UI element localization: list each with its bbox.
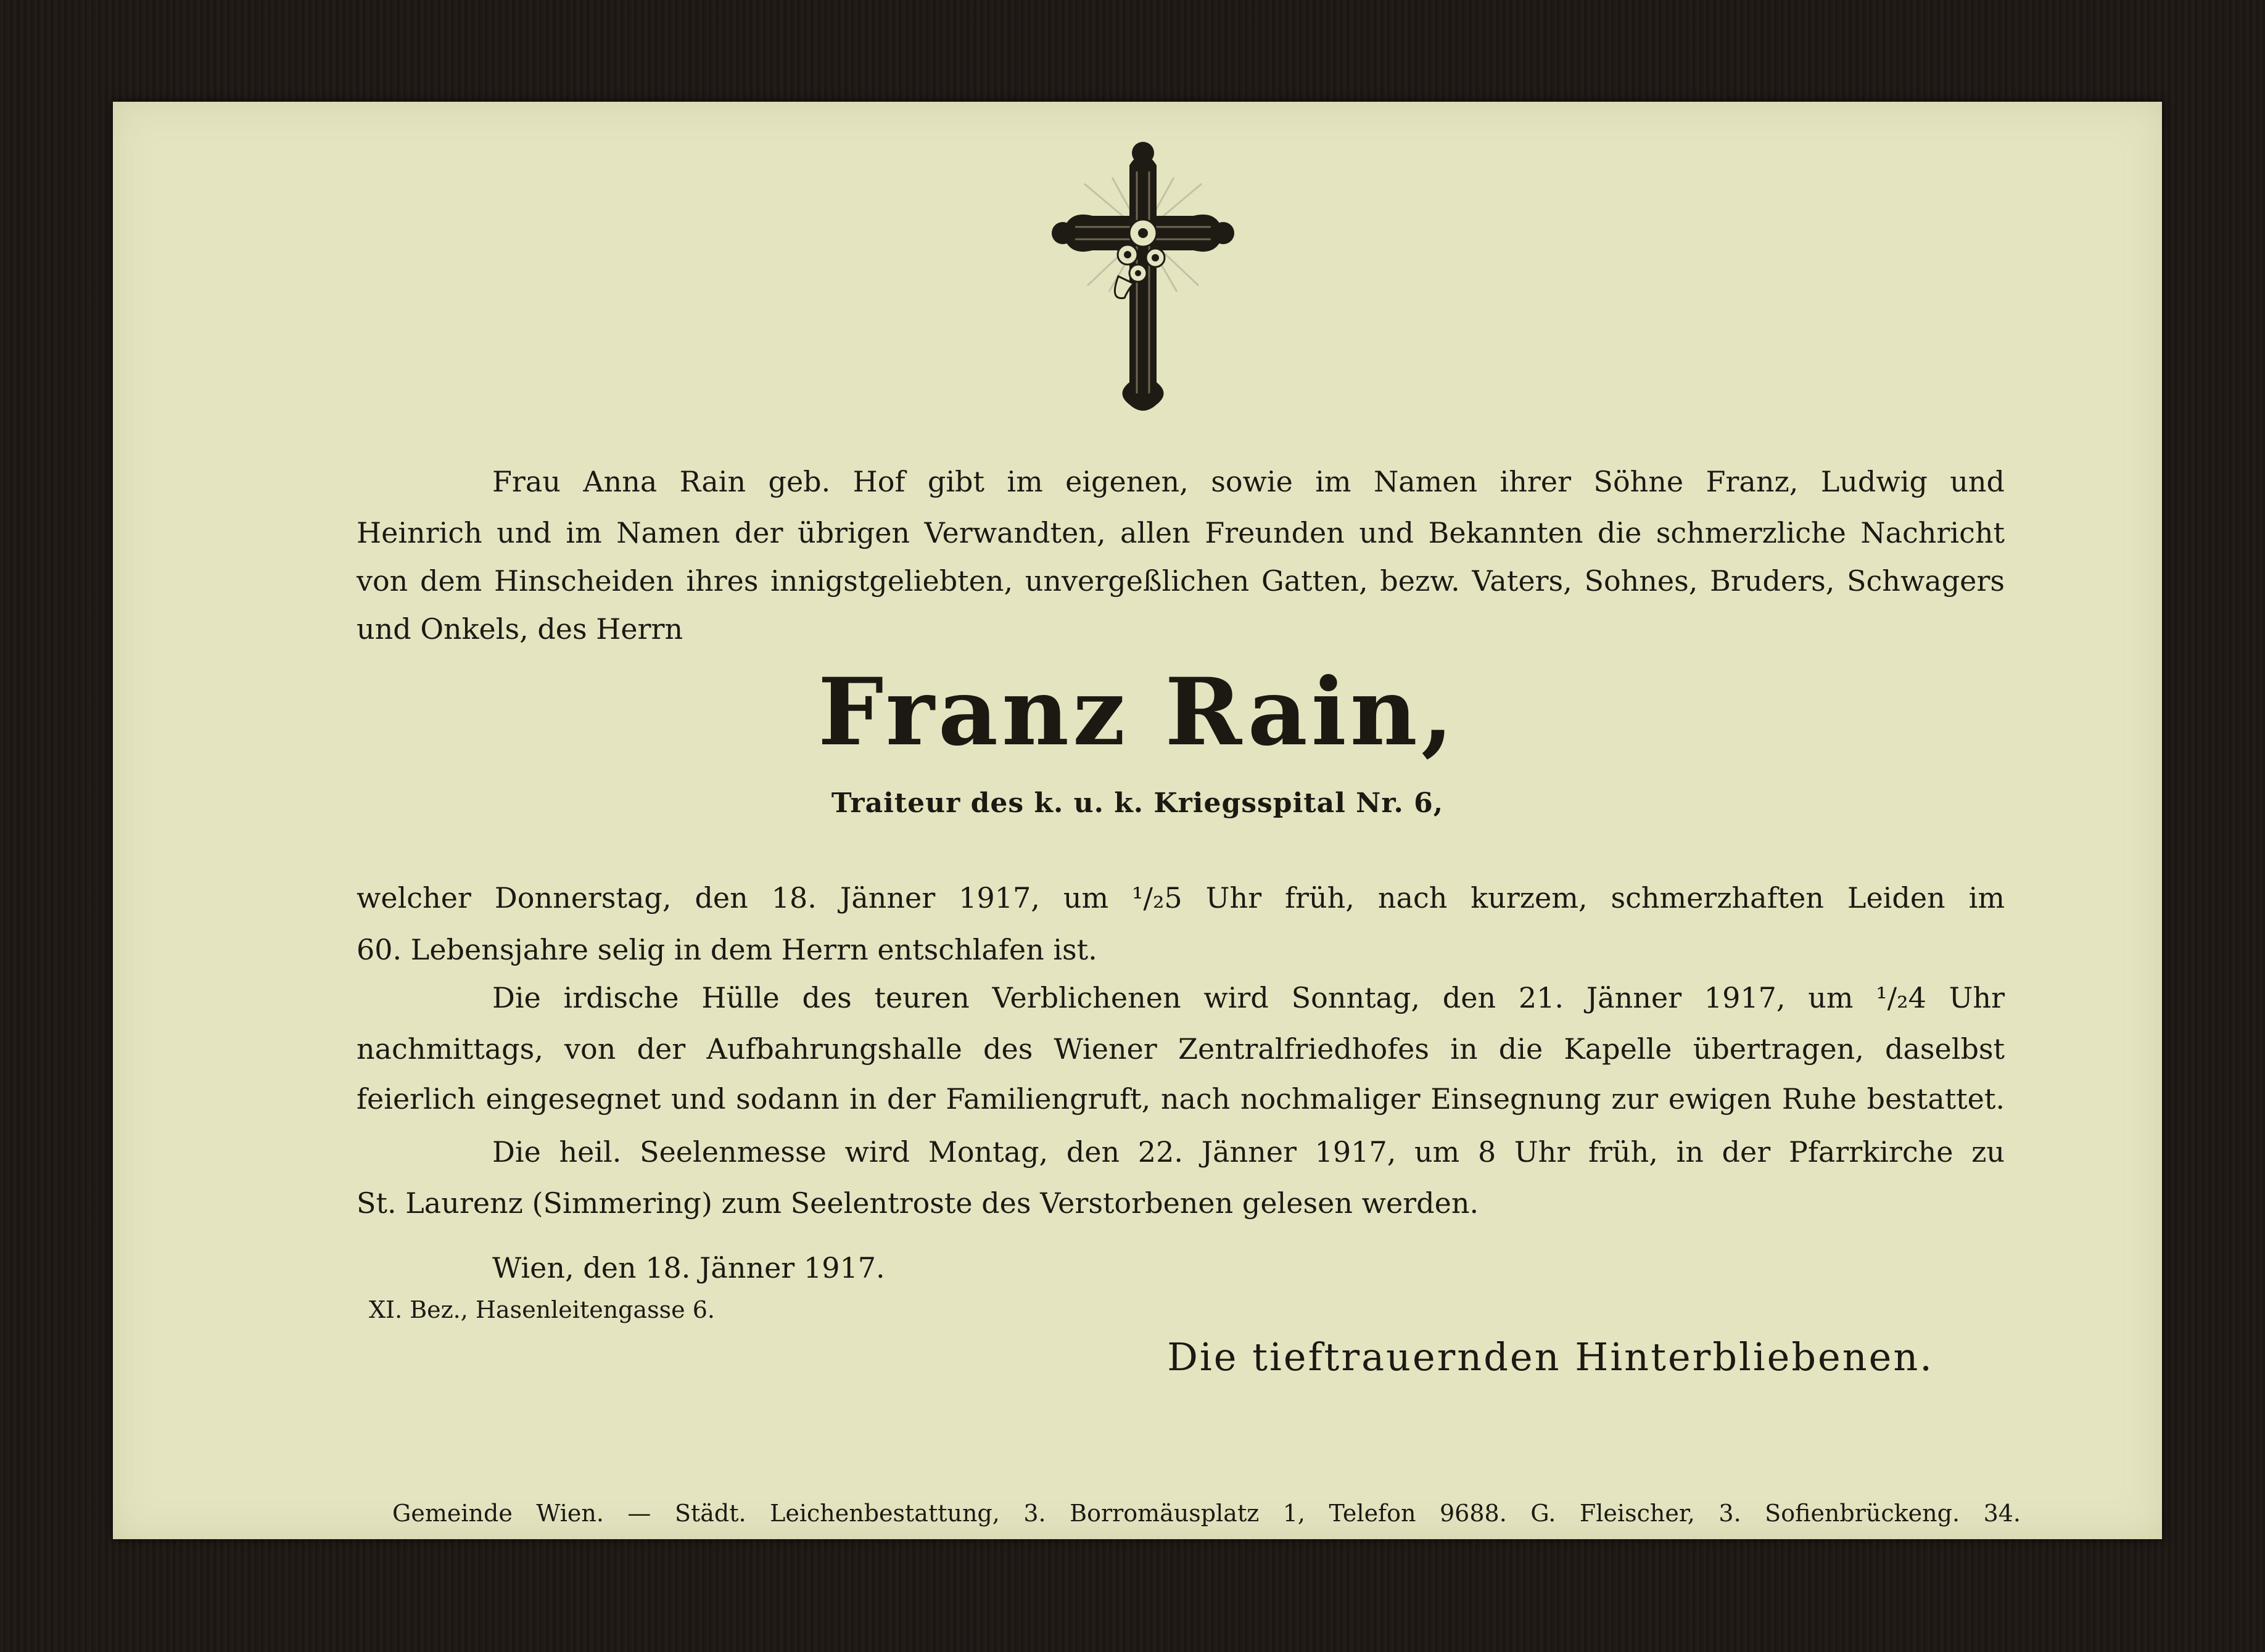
ornamental-cross-icon	[1050, 141, 1236, 418]
intro-line-2: Heinrich und im Namen der übrigen Verwandten, allen Freunden und Bekannten die schmerzliche Nachricht	[357, 516, 2005, 549]
body-line-2: 60. Lebensjahre selig in dem Herrn entschlafen ist.	[357, 933, 1097, 966]
body-line-1: welcher Donnerstag, den 18. Jänner 1917, um ¹/₂5 Uhr früh, nach kurzem, schmerzhaften Leiden im	[357, 881, 2005, 914]
body-line-5: feierlich eingesegnet und sodann in der Familiengruft, nach nochmaliger Einsegnung zur ewigen Ruhe bestattet.	[357, 1082, 2005, 1116]
intro-line-3: von dem Hinscheiden ihres innigstgeliebten, unvergeßlichen Gatten, bezw. Vaters, Sohnes, Bruders, Schwagers	[357, 564, 2005, 598]
body-line-4: nachmittags, von der Aufbahrungshalle des Wiener Zentralfriedhofes in die Kapelle übertragen, daselbst	[357, 1032, 2005, 1066]
address: XI. Bez., Hasenleitengasse 6.	[369, 1296, 715, 1323]
intro-line-1: Frau Anna Rain geb. Hof gibt im eigenen, sowie im Namen ihrer Söhne Franz, Ludwig und	[492, 465, 2005, 498]
signature-line: Die tieftrauernden Hinterbliebenen.	[1167, 1334, 1934, 1379]
footer-imprint: Gemeinde Wien. — Städt. Leichenbestattung, 3. Borromäusplatz 1, Telefon 9688. G. Fleischer, 3. Sofienbrückeng. 34.	[392, 1500, 2021, 1527]
body-line-7: St. Laurenz (Simmering) zum Seelentroste des Verstorbenen gelesen werden.	[357, 1186, 1479, 1220]
body-line-6: Die heil. Seelenmesse wird Montag, den 22. Jänner 1917, um 8 Uhr früh, in der Pfarrkirche zu	[492, 1135, 2005, 1169]
body-line-3: Die irdische Hülle des teuren Verblichenen wird Sonntag, den 21. Jänner 1917, um ¹/₂4 Uhr	[492, 981, 2005, 1014]
place-and-date: Wien, den 18. Jänner 1917.	[492, 1251, 885, 1284]
funeral-notice-card	[113, 102, 2162, 1539]
deceased-occupation: Traiteur des k. u. k. Kriegsspital Nr. 6,	[831, 787, 1444, 819]
intro-line-4: und Onkels, des Herrn	[357, 612, 683, 646]
deceased-name: Franz Rain,	[817, 658, 1458, 766]
